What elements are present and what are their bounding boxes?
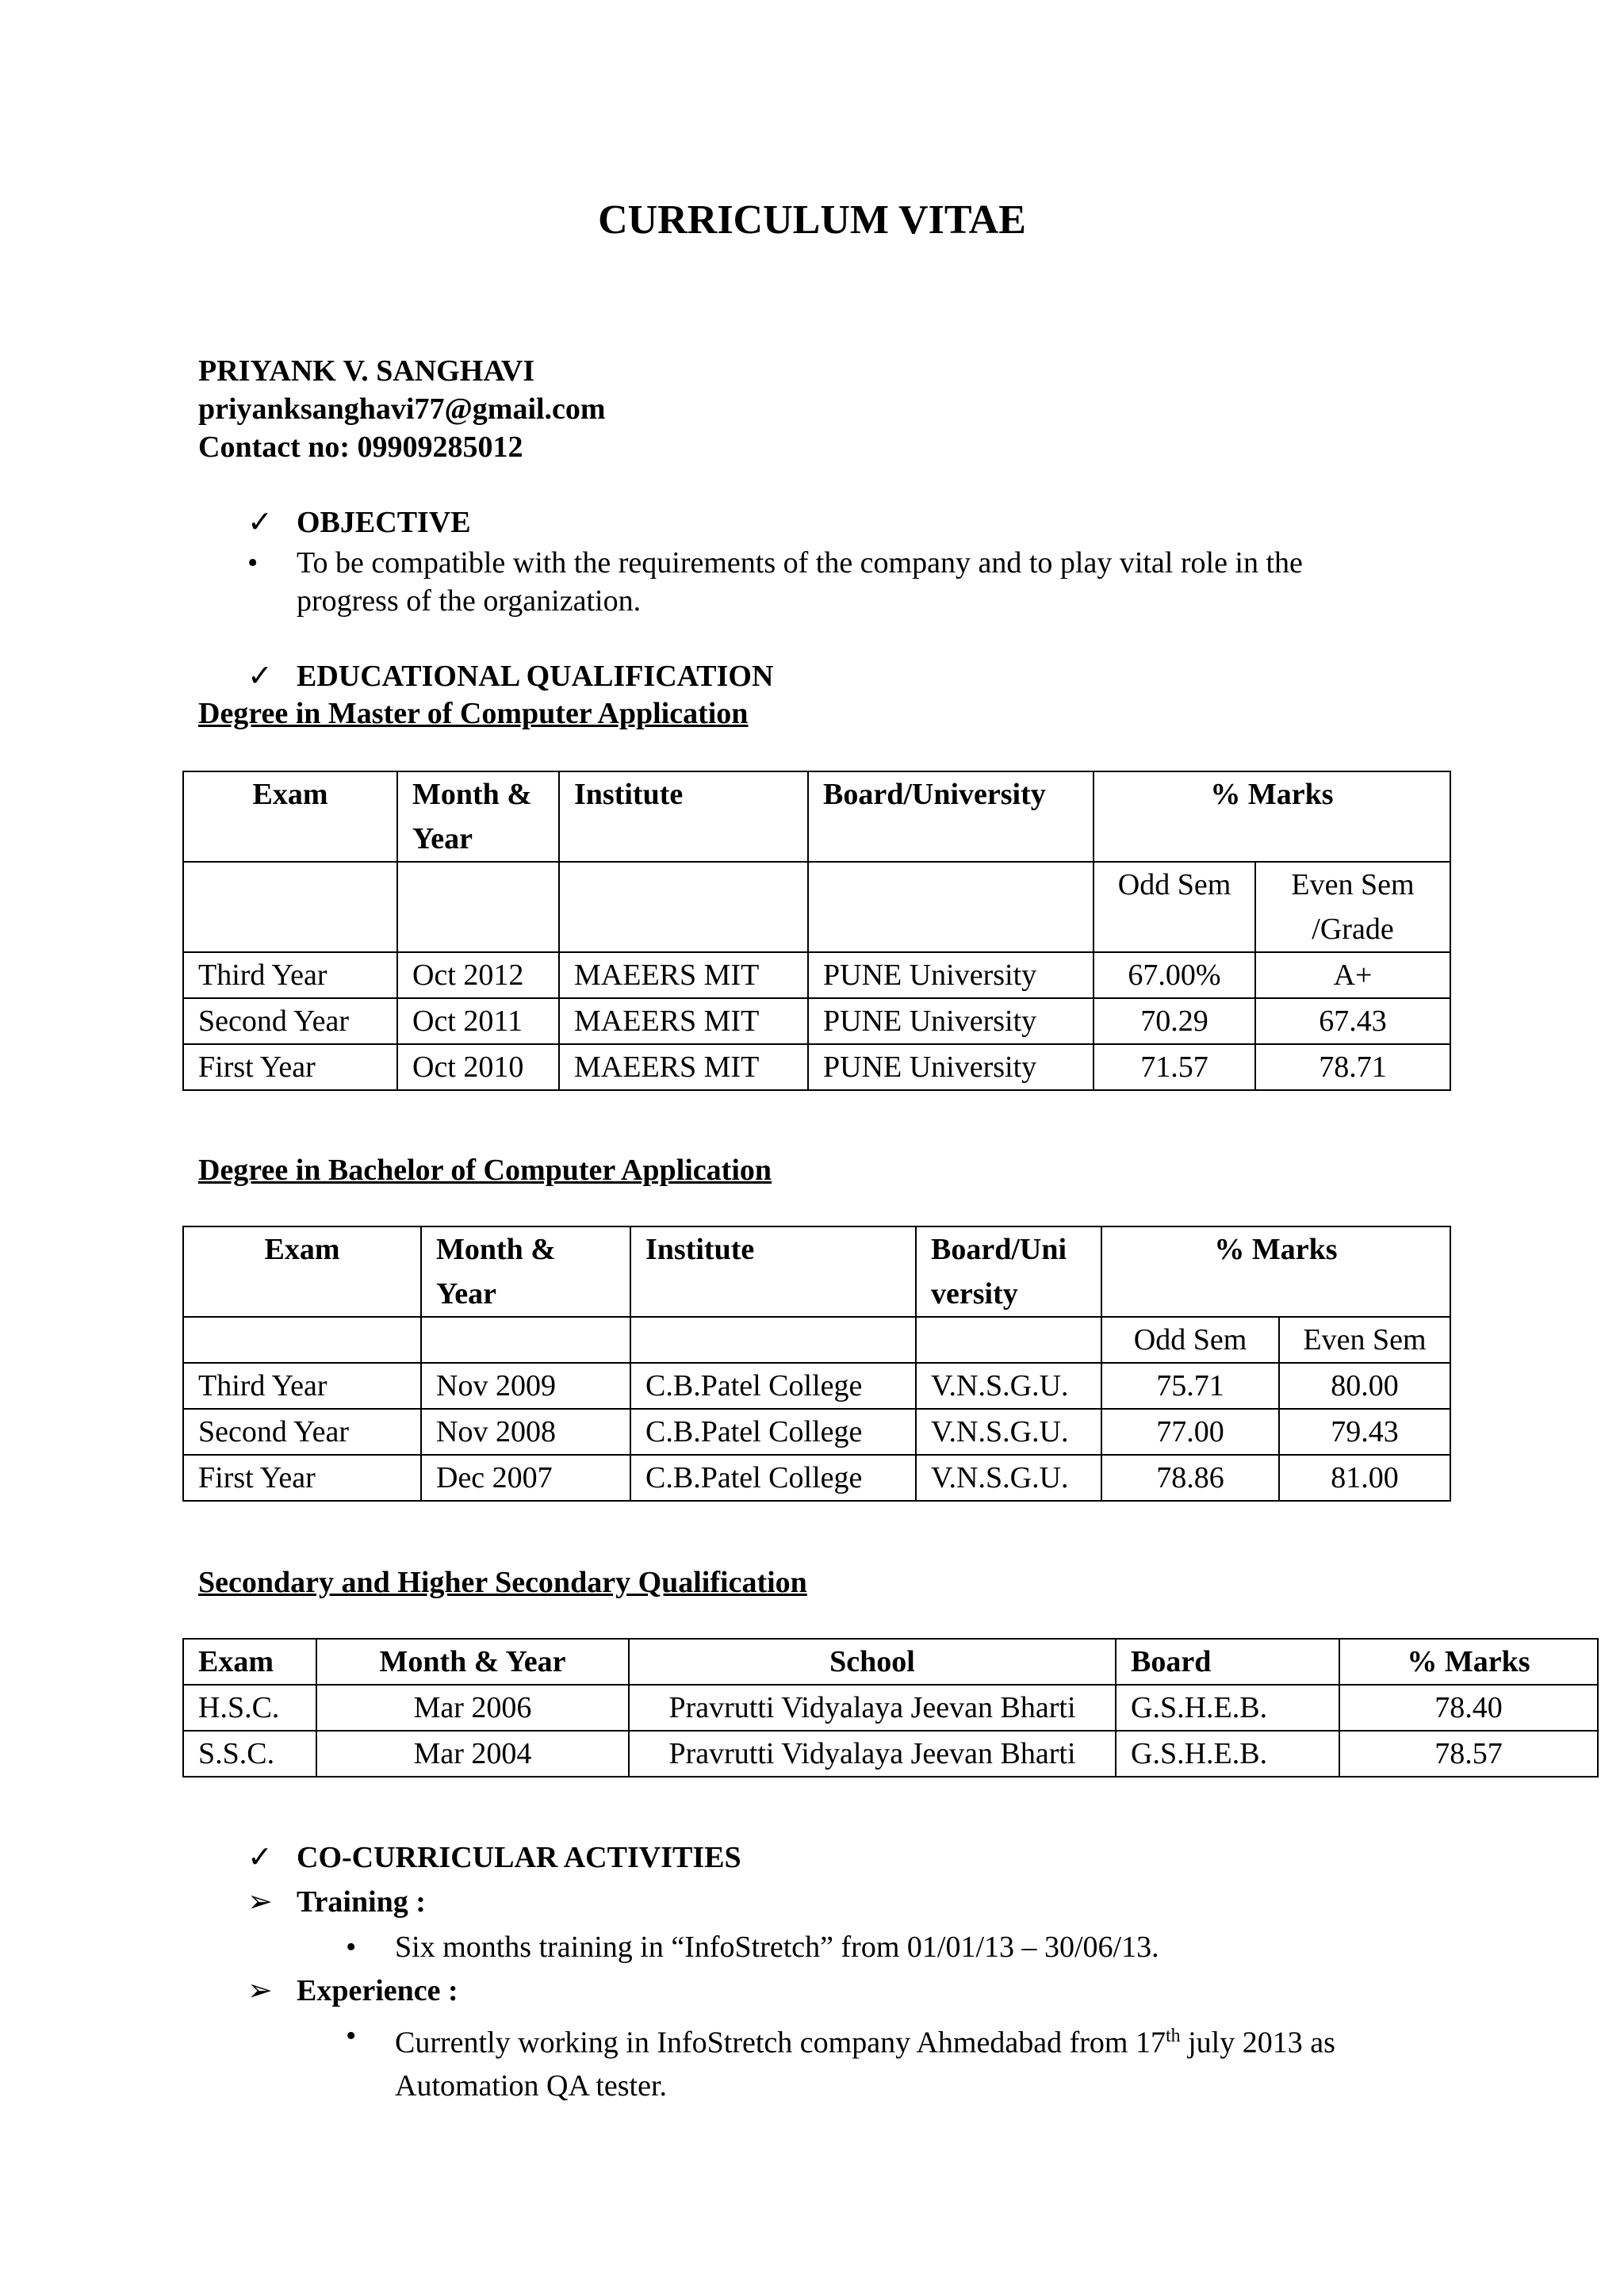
training-text: • Six months training in “InfoStretch” from 01/01/13 – 30/06/13. <box>395 1928 1159 1966</box>
school-title: Secondary and Higher Secondary Qualification <box>198 1566 807 1599</box>
header-cell: Month & Year <box>421 1226 630 1317</box>
header-cell: Even Sem <box>1279 1317 1450 1363</box>
candidate-name: PRIYANK V. SANGHAVI <box>198 354 535 388</box>
check-icon: ✓ <box>247 660 273 693</box>
header-cell: Month & Year <box>316 1639 629 1685</box>
mca-table <box>182 771 1451 1091</box>
education-heading: ✓ EDUCATIONAL QUALIFICATION <box>247 660 774 693</box>
bullet-icon: • <box>346 2019 357 2053</box>
page-title: CURRICULUM VITAE <box>598 197 1026 243</box>
header-cell: % Marks <box>1101 1226 1450 1317</box>
table-row: S.S.C. Mar 2004 Pravrutti Vidyalaya Jeevan Bharti G.S.H.E.B. 78.57 <box>183 1731 1598 1777</box>
header-cell: Exam <box>183 1226 421 1317</box>
candidate-email: priyanksanghavi77@gmail.com <box>198 392 606 426</box>
header-cell: School <box>629 1639 1116 1685</box>
check-icon: ✓ <box>247 1841 273 1874</box>
training-label: ➢ Training : <box>247 1885 426 1919</box>
objective-heading: ✓ OBJECTIVE <box>247 506 471 539</box>
table-row: H.S.C. Mar 2006 Pravrutti Vidyalaya Jeevan Bharti G.S.H.E.B. 78.40 <box>183 1685 1598 1731</box>
header-cell: Month & Year <box>397 771 559 862</box>
header-cell: Odd Sem <box>1094 862 1255 952</box>
header-cell: Institute <box>630 1226 916 1317</box>
experience-text: • Currently working in InfoStretch company Ahmedabad from 17th july 2013 as Automation QA tester. <box>395 2017 1335 2105</box>
mca-title: Degree in Master of Computer Application <box>198 697 749 730</box>
bullet-icon: • <box>247 546 259 580</box>
arrow-icon: ➢ <box>247 1974 273 2007</box>
header-cell: Even Sem /Grade <box>1255 862 1450 952</box>
table-row: Second Year Oct 2011 MAEERS MIT PUNE University 70.29 67.43 <box>183 998 1450 1044</box>
header-cell: Odd Sem <box>1101 1317 1279 1363</box>
school-table <box>182 1638 1599 1777</box>
header-cell: % Marks <box>1339 1639 1598 1685</box>
header-cell: Exam <box>183 1639 316 1685</box>
header-cell: Board/Uni versity <box>916 1226 1101 1317</box>
bca-table <box>182 1226 1451 1502</box>
table-row: Second Year Nov 2008 C.B.Patel College V.N.S.G.U. 77.00 79.43 <box>183 1409 1450 1455</box>
header-cell: Exam <box>183 771 397 862</box>
header-cell: Board/University <box>808 771 1094 862</box>
arrow-icon: ➢ <box>247 1885 273 1919</box>
header-cell: Institute <box>559 771 808 862</box>
candidate-contact: Contact no: 09909285012 <box>198 430 523 464</box>
bca-title: Degree in Bachelor of Computer Application <box>198 1154 772 1187</box>
table-row: Third Year Nov 2009 C.B.Patel College V.N.S.G.U. 75.71 80.00 <box>183 1363 1450 1409</box>
bullet-icon: • <box>346 1931 357 1964</box>
check-icon: ✓ <box>247 506 273 539</box>
header-cell: % Marks <box>1094 771 1450 862</box>
table-row: First Year Oct 2010 MAEERS MIT PUNE University 71.57 78.71 <box>183 1044 1450 1090</box>
experience-label: ➢ Experience : <box>247 1974 458 2007</box>
table-row: First Year Dec 2007 C.B.Patel College V.N.S.G.U. 78.86 81.00 <box>183 1455 1450 1501</box>
objective-text: • To be compatible with the requirements of the company and to play vital role in the progress of the organization. <box>297 544 1303 620</box>
table-row: Third Year Oct 2012 MAEERS MIT PUNE University 67.00% A+ <box>183 952 1450 998</box>
header-cell: Board <box>1116 1639 1339 1685</box>
activities-heading: ✓ CO-CURRICULAR ACTIVITIES <box>247 1841 741 1874</box>
